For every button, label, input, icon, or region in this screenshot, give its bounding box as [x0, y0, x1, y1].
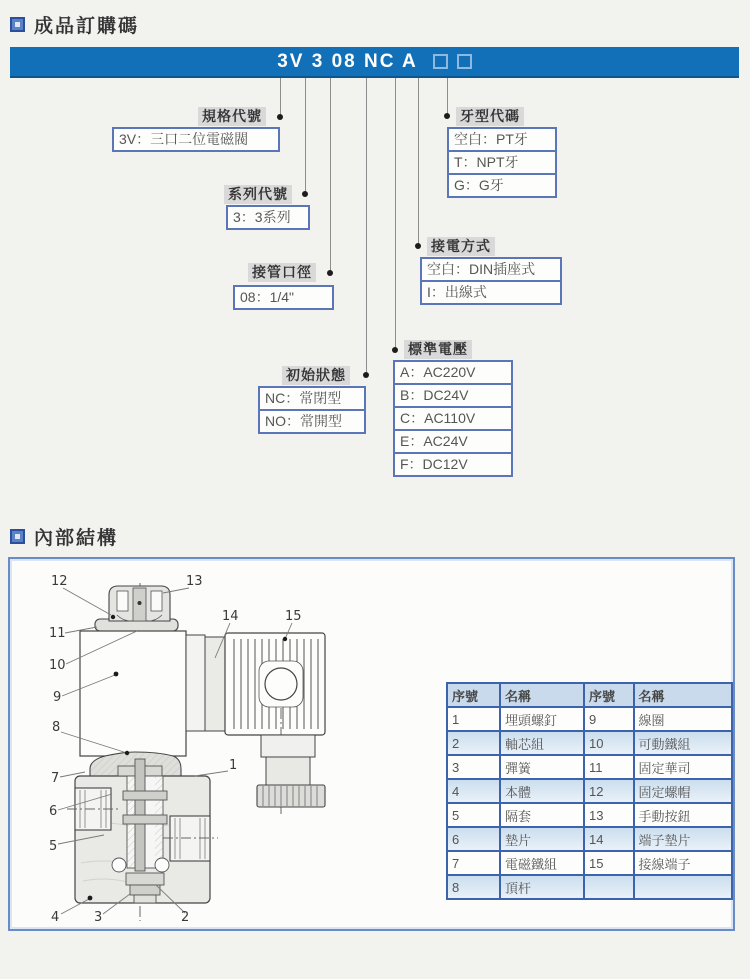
internal-structure-panel: [8, 557, 735, 931]
table-row: [447, 731, 732, 755]
option: 3V：三口二位電磁閥: [119, 131, 249, 147]
group-label-series: 系列代號: [224, 185, 292, 204]
ordering-code-bar: [10, 47, 739, 78]
group-box-voltage: [393, 360, 513, 477]
callout-13: 13: [186, 574, 203, 589]
option: 08：1/4": [240, 289, 295, 305]
option: F：DC12V: [395, 452, 511, 475]
cell-no: 9: [584, 707, 634, 731]
callout-10: 10: [49, 658, 66, 673]
cell-name: 線圈: [634, 707, 732, 731]
cell-name: 本體: [500, 779, 584, 803]
cell-no: 5: [447, 803, 500, 827]
group-label-state: 初始狀態: [282, 366, 350, 385]
parts-table: [446, 682, 733, 900]
leader-line-wiring: [418, 78, 419, 246]
cell-no: 4: [447, 779, 500, 803]
section2-title-row: [10, 523, 118, 550]
group-label-spec: 規格代號: [198, 107, 266, 126]
callout-5: 5: [49, 839, 58, 854]
option: T：NPT牙: [449, 150, 555, 173]
leader-line-state: [366, 78, 367, 375]
cell-name: 軸芯組: [500, 731, 584, 755]
din-connector: [225, 633, 325, 815]
table-row: [447, 803, 732, 827]
cell-no: 3: [447, 755, 500, 779]
cell-no: 2: [447, 731, 500, 755]
group-box-series: [226, 205, 310, 230]
group-box-thread: [447, 127, 557, 198]
cell-no: 1: [447, 707, 500, 731]
callout-1: 1: [229, 758, 238, 773]
group-box-port: [233, 285, 334, 310]
group-label-wiring: 接電方式: [427, 237, 495, 256]
cell-name: 彈簧: [500, 755, 584, 779]
callout-3: 3: [94, 910, 103, 925]
option: NO：常開型: [260, 409, 364, 432]
section1-title: 成品訂購碼: [34, 16, 140, 37]
yoke-strip: [205, 637, 225, 731]
leader-line-voltage: [395, 78, 396, 350]
cell-name: 埋頭螺釘: [500, 707, 584, 731]
cell-name: 頂杆: [500, 875, 584, 899]
callout-6: 6: [49, 804, 58, 819]
table-row: [447, 779, 732, 803]
cell-no: 8: [447, 875, 500, 899]
cell-name: 固定螺帽: [634, 779, 732, 803]
option: 3：3系列: [233, 209, 291, 225]
cell-name: 電磁鐵組: [500, 851, 584, 875]
leader-line-spec: [280, 78, 281, 117]
leader-dot: [392, 347, 398, 353]
group-box-wiring: [420, 257, 562, 305]
table-row: [447, 827, 732, 851]
cell-name: 可動鐵組: [634, 731, 732, 755]
cell-no: 10: [584, 731, 634, 755]
callout-12: 12: [51, 574, 68, 589]
cell-name: 端子墊片: [634, 827, 732, 851]
callout-8: 8: [52, 720, 61, 735]
ordering-code: 3V 3 08 NC A: [277, 50, 418, 72]
leader-dot: [327, 270, 333, 276]
group-box-spec: [112, 127, 280, 152]
cell-no: 7: [447, 851, 500, 875]
table-row: [447, 875, 732, 899]
group-box-state: [258, 386, 366, 434]
cell-name: 接線端子: [634, 851, 732, 875]
section-bullet-icon: [10, 17, 25, 32]
option: B：DC24V: [395, 383, 511, 406]
callout-2: 2: [181, 910, 190, 925]
option: E：AC24V: [395, 429, 511, 452]
cell-no: 6: [447, 827, 500, 851]
cell-name: 隔套: [500, 803, 584, 827]
section2-title: 內部結構: [34, 528, 119, 549]
leader-dot: [415, 243, 421, 249]
leader-line-thread: [447, 78, 448, 116]
cell-no: 12: [584, 779, 634, 803]
option: NC：常閉型: [265, 390, 342, 406]
cell-name: [634, 875, 732, 899]
option: A：AC220V: [400, 364, 476, 380]
yoke-strip: [186, 635, 205, 731]
table-row: [447, 707, 732, 731]
col-header: 序號: [447, 683, 500, 707]
option: C：AC110V: [395, 406, 511, 429]
code-placeholder-box: [457, 54, 472, 69]
code-placeholder-box: [433, 54, 448, 69]
valve-cross-section-diagram: [23, 563, 453, 929]
callout-7: 7: [51, 771, 60, 786]
option: 空白：DIN插座式: [427, 261, 536, 277]
callout-9: 9: [53, 690, 62, 705]
col-header: 名稱: [634, 683, 732, 707]
leader-dot: [302, 191, 308, 197]
col-header: 序號: [584, 683, 634, 707]
cell-name: 墊片: [500, 827, 584, 851]
cell-no: [584, 875, 634, 899]
leader-line-port: [330, 78, 331, 273]
leader-line-series: [305, 78, 306, 194]
cell-name: 固定華司: [634, 755, 732, 779]
group-label-thread: 牙型代碼: [456, 107, 524, 126]
cell-name: 手動按鈕: [634, 803, 732, 827]
table-header-row: [447, 683, 732, 707]
leader-dot: [277, 114, 283, 120]
callout-4: 4: [51, 910, 60, 925]
cell-no: 14: [584, 827, 634, 851]
cell-no: 13: [584, 803, 634, 827]
col-header: 名稱: [500, 683, 584, 707]
group-label-voltage: 標準電壓: [404, 340, 472, 359]
table-row: [447, 851, 732, 875]
option: 空白：PT牙: [454, 131, 528, 147]
table-row: [447, 755, 732, 779]
section-bullet-icon: [10, 529, 25, 544]
cell-no: 11: [584, 755, 634, 779]
callout-15: 15: [285, 609, 302, 624]
callout-11: 11: [49, 626, 66, 641]
section1-title-row: [10, 11, 139, 38]
callout-14: 14: [222, 609, 239, 624]
right-port: [163, 816, 218, 861]
leader-dot: [363, 372, 369, 378]
group-label-port: 接管口徑: [248, 263, 316, 282]
leader-dot: [444, 113, 450, 119]
option: I：出線式: [422, 280, 560, 303]
cell-no: 15: [584, 851, 634, 875]
option: G：G牙: [449, 173, 555, 196]
